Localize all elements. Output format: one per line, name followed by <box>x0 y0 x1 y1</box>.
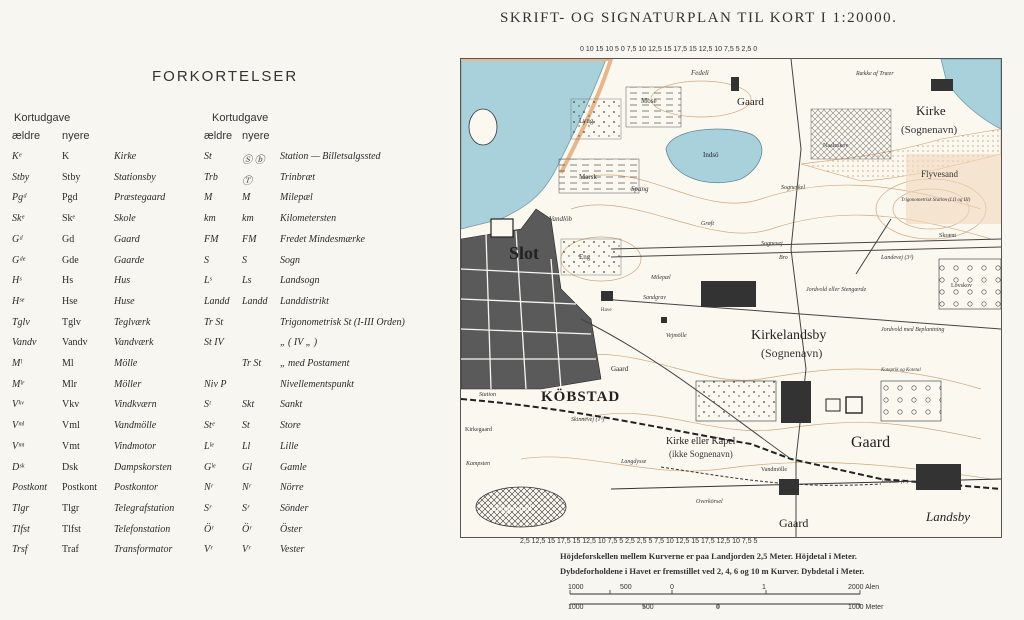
legend-left-r3-c2: Skole <box>114 213 136 225</box>
legend-left-r3-c1: Skᵉ <box>62 213 76 225</box>
legend-right-r4-c2: Fredet Mindesmærke <box>280 233 365 245</box>
footer-line-2: Dybdeforholdene i Havet er fremstillet ved 2, 4, 6 og 10 m Kurver. Dybdetal i Meter. <box>560 566 865 576</box>
legend-right-r5-c2: Sogn <box>280 254 300 266</box>
label-kote: Koteprik og Kotetal <box>881 368 921 373</box>
legend-right-r8-c2: Trigonometrisk St (I-III Orden) <box>280 316 405 328</box>
legend-right-r4-c0: FM <box>204 233 219 245</box>
label-spang: Spang <box>631 185 649 193</box>
scale-top-500: 500 <box>620 584 632 591</box>
col-group-left: Kortudgave <box>14 112 71 124</box>
label-have: Have <box>601 308 612 313</box>
legend-left-r8-c2: Teglværk <box>114 316 151 328</box>
legend-right-r3-c1: km <box>242 213 254 225</box>
legend-left-r17-c1: Tlgr <box>62 502 80 514</box>
label-rakke: Række af Træer <box>856 71 894 77</box>
legend-left-r10-c2: Mölle <box>114 358 138 369</box>
label-kirkegaard: Kirkegaard <box>465 427 492 433</box>
legend-left-r5-c1: Gde <box>62 254 79 266</box>
church-symbol-2 <box>826 399 840 411</box>
legend-right-r2-c2: Milepæl <box>280 192 313 204</box>
legend-right-r13-c2: Store <box>280 420 301 432</box>
legend-right-r19-c2: Vester <box>280 544 305 556</box>
legend-left-r16-c2: Postkontor <box>114 482 158 494</box>
scale-top-1: 1 <box>762 584 766 591</box>
label-sogneskel: Sogneskel <box>781 185 805 191</box>
legend-left-r10-c1: Ml <box>62 358 74 369</box>
label-sognevej: Sognevej <box>761 241 783 247</box>
legend-right-r19-c1: Vʳ <box>242 544 251 556</box>
label-gaard-small: Gaard <box>611 365 629 373</box>
label-eng: Eng <box>579 253 591 261</box>
label-landsby: Landsby <box>926 509 971 524</box>
legend-left-r16-c1: Postkont <box>62 482 98 494</box>
scale-top-1000: 1000 <box>568 584 584 591</box>
church-symbol <box>846 397 862 413</box>
legend-right-r0-c2: Station — Billetsalgssted <box>280 151 381 162</box>
legend-right-r13-c0: Stᵉ <box>204 420 215 432</box>
legend-right-r16-c2: Nörre <box>280 482 304 494</box>
scale-top-0: 0 <box>670 584 674 591</box>
label-bro: Bro <box>779 255 788 261</box>
legend-right-r4-c1: FM <box>242 233 257 245</box>
label-fedeli: Fedeli <box>691 69 709 77</box>
label-trig: Trigonometrisk Station (I.II og III) <box>901 198 971 203</box>
legend-left-r8-c0: Tglv <box>12 316 30 328</box>
label-kobstad: KÖBSTAD <box>541 389 621 405</box>
legend-right-r5-c1: S <box>242 254 247 266</box>
col-new-left: nyere <box>62 130 90 142</box>
legend-left-r9-c2: Vandværk <box>114 337 154 349</box>
legend-right-r5-c0: S <box>204 254 209 266</box>
legend-right-r16-c1: Nʳ <box>242 482 251 494</box>
legend-left-r12-c1: Vkv <box>62 399 80 411</box>
label-milepael: Milepæl <box>651 275 671 281</box>
mose-area <box>626 87 681 127</box>
legend-left-r1-c1: Stby <box>62 171 81 183</box>
legend-right-r12-c1: Skt <box>242 399 255 411</box>
legend-left-r7-c0: Hˢᵉ <box>12 295 24 307</box>
legend-left-r15-c2: Dampskorsten <box>114 461 172 473</box>
sea-water-ne <box>941 59 1001 129</box>
map-sheet <box>460 58 1002 538</box>
town-blocks <box>461 209 601 389</box>
legend-right-r18-c1: Öʳ <box>242 523 252 535</box>
legend-right-r9-c2: „ ( IV „ ) <box>280 337 318 349</box>
label-jordvold2: Jordvold med Beplantning <box>881 327 945 333</box>
legend-left-r13-c0: Vᵐˡ <box>12 420 24 432</box>
legend-left-r14-c0: Vᵐᵗ <box>12 440 24 452</box>
legend-left-r3-c0: Skᵉ <box>12 213 25 225</box>
legend-right-r0-c1: Ⓢ ⓑ <box>242 155 265 166</box>
label-jernbane: Jernbane (1ᵈ) <box>881 480 909 485</box>
legend-left-r17-c0: Tlgr <box>12 502 30 514</box>
legend-right-r14-c0: Lˡᵉ <box>204 440 214 452</box>
scale-bar <box>560 586 880 616</box>
legend-left-r18-c1: Tlfst <box>62 523 81 535</box>
legend-left-r0-c1: K <box>62 151 70 162</box>
label-kirke-top: Kirke <box>916 103 946 118</box>
label-langdysse: Langdysse <box>621 459 647 465</box>
label-indso: Indsö <box>703 151 719 159</box>
legend-left-r2-c0: Pgᵈ <box>12 192 27 204</box>
legend-left-r12-c0: Vᵏᵛ <box>12 399 24 411</box>
legend-left-r1-c2: Stationsby <box>114 171 156 183</box>
legend-left-r7-c2: Huse <box>114 295 135 307</box>
legend-right-r6-c2: Landsogn <box>280 275 320 287</box>
legend-right-r13-c1: St <box>242 420 250 432</box>
scale-bottom-500: 500 <box>642 604 654 611</box>
legend-left-r14-c2: Vindmotor <box>114 440 157 452</box>
legend-left-r9-c1: Vandv <box>62 337 88 349</box>
legend-right-r9-c0: St IV <box>204 337 224 349</box>
label-skrant: Skrænt <box>939 233 957 239</box>
label-mose: Mose <box>641 97 657 105</box>
island <box>469 109 497 145</box>
label-sognenavn-top: (Sognenavn) <box>901 124 958 136</box>
bottom-tick-labels: 2,5 12,5 15 17,5 15 12,5 10 7,5 5 2,5 2,5 5 7,5 10 12,5 15 17,5 12,5 10 7,5 5 <box>520 538 758 545</box>
legend-left-r18-c0: Tlfst <box>12 523 30 535</box>
legend-right-r10-c1: Tr St <box>242 358 262 369</box>
flyvesand-area <box>906 154 1001 224</box>
label-vejmolle: Vejmölle <box>666 333 687 339</box>
label-marsk: Marsk <box>579 173 597 181</box>
castle <box>491 219 513 237</box>
legend-right-r17-c1: Sʳ <box>242 502 250 514</box>
legend-left-r4-c1: Gd <box>62 233 75 245</box>
footer-line-1: Höjdeforskellen mellem Kurverne er paa Landjorden 2,5 Meter. Höjdetal i Meter. <box>560 551 857 561</box>
legend-left-r4-c2: Gaard <box>114 233 140 245</box>
legend-left-r4-c0: Gᵈ <box>12 233 23 245</box>
legend-right-r2-c1: M <box>242 192 251 204</box>
legend-right-r1-c1: Ⓣ <box>242 175 252 187</box>
legend-left-r15-c1: Dsk <box>62 461 79 473</box>
label-lyng: Lyng <box>579 117 594 125</box>
label-lovskov: Lövskov <box>951 283 972 289</box>
label-gaard-top: Gaard <box>737 96 764 108</box>
col-group-right: Kortudgave <box>212 112 269 124</box>
naaleskov-area <box>811 109 891 159</box>
label-vandmolle: Vandmölle <box>761 467 787 473</box>
legend-left-r15-c0: Dˢᵏ <box>12 461 25 473</box>
legend-left-r19-c0: Trsf <box>12 544 28 556</box>
legend-left-r17-c2: Telegrafstation <box>114 502 175 514</box>
legend-left-r13-c2: Vandmölle <box>114 420 157 432</box>
legend-right-r17-c0: Sʳ <box>204 502 212 514</box>
legend-left-r11-c0: Mˡʳ <box>12 378 24 390</box>
legend-right-r18-c0: Öʳ <box>204 523 214 535</box>
map-title: SKRIFT- OG SIGNATURPLAN TIL KORT I 1:20000. <box>500 10 898 26</box>
legend-right-r11-c0: Niv P <box>204 378 227 390</box>
legend-left-r11-c1: Mlr <box>62 378 77 390</box>
label-kampsten: Kampsten <box>466 461 490 467</box>
legend-left-r8-c1: Tglv <box>62 316 81 328</box>
legend-right-r11-c2: Nivellementspunkt <box>280 378 354 390</box>
legend-right-r15-c0: Gˡᵉ <box>204 461 216 473</box>
legend-right-r3-c0: km <box>204 213 216 225</box>
legend-left-r5-c0: Gᵈᵉ <box>12 254 25 266</box>
legend-right-r7-c2: Landdistrikt <box>280 295 329 307</box>
label-jordvold: Jordvold eller Stengærde <box>806 287 867 293</box>
legend-left-r16-c0: Postkont <box>12 482 47 494</box>
legend-right-r12-c2: Sankt <box>280 399 303 411</box>
legend-right-r12-c0: Sᵗ <box>204 399 211 411</box>
legend-left-r6-c1: Hs <box>62 275 74 287</box>
scale-bottom-1000: 1000 <box>568 604 584 611</box>
legend-right-r1-c2: Trinbræt <box>280 171 316 183</box>
top-tick-labels: 0 10 15 10 5 0 7,5 10 12,5 15 17,5 15 12,5 10 7,5 5 2,5 0 <box>580 46 758 53</box>
label-sognenavn: (Sognenavn) <box>761 346 823 360</box>
label-skinnevej: Skinnevej (1ᵈ) <box>571 417 605 423</box>
legend-right-r2-c0: M <box>204 192 213 204</box>
map-drawing <box>461 59 1001 537</box>
legend-left-r7-c1: Hse <box>62 295 78 307</box>
col-old-right: ældre <box>204 130 233 142</box>
label-kirke-kapel: Kirke eller Kapel <box>666 436 736 447</box>
legend-left-r1-c0: Stby <box>12 171 30 183</box>
label-ikke-sognenavn: (ikke Sognenavn) <box>669 449 733 459</box>
label-station: Station <box>479 392 497 398</box>
label-sandgrav: Sandgrav <box>643 295 666 301</box>
label-overkorsel: Overkörsel <box>696 499 723 505</box>
label-klippegrund: Klippegrund <box>491 504 532 513</box>
legend-right-r15-c2: Gamle <box>280 461 307 473</box>
legend-right-r18-c2: Öster <box>280 523 303 535</box>
label-graft: Grøft <box>701 221 715 227</box>
legend-right-r0-c0: St <box>204 151 212 162</box>
legend-left-r18-c2: Telefonstation <box>114 523 171 535</box>
legend-right-r17-c2: Sönder <box>280 502 309 514</box>
scale-bottom-1000m: 1000 Meter <box>848 604 884 611</box>
label-vandlob: Vandlöb <box>549 215 572 223</box>
legend-left-r19-c2: Transformator <box>114 544 173 556</box>
legend-left-r9-c0: Vandv <box>12 337 37 349</box>
legend-left-r6-c0: Hˢ <box>12 275 22 287</box>
scale-top-2000: 2000 Alen <box>848 584 880 591</box>
legend-right-r10-c2: „ med Postament <box>280 358 350 369</box>
legend-left-r5-c2: Gaarde <box>114 254 145 266</box>
scale-bottom-0: 0 <box>716 604 720 611</box>
buildings <box>601 77 961 495</box>
legend-right-r3-c2: Kilometersten <box>280 213 337 225</box>
legend-right-r7-c1: Landd <box>242 295 268 307</box>
legend-left-r11-c2: Möller <box>114 378 142 390</box>
legend-right-r15-c1: Gl <box>242 461 252 473</box>
legend-left-r12-c2: Vindkværn <box>114 399 157 411</box>
legend-right-r7-c0: Landd <box>204 295 230 307</box>
forest-east <box>881 381 941 421</box>
legend-right-r8-c0: Tr St <box>204 316 224 328</box>
legend-left-r0-c2: Kirke <box>114 151 137 162</box>
label-naaleskov: Naaleskov <box>823 143 849 149</box>
legend-left-r10-c0: Mˡ <box>12 358 22 369</box>
legend-right-r14-c2: Lille <box>280 440 299 452</box>
legend-left-r13-c1: Vml <box>62 420 80 432</box>
legend-right-r19-c0: Vʳ <box>204 544 213 556</box>
legend-right-r16-c0: Nʳ <box>204 482 213 494</box>
legend-right-r14-c1: Ll <box>242 440 251 452</box>
label-kirkelandsby: Kirkelandsby <box>751 328 827 343</box>
col-old-left: ældre <box>12 130 41 142</box>
legend-right-r6-c0: Lˢ <box>204 275 212 287</box>
legend-left-r2-c2: Præstegaard <box>114 192 166 204</box>
legend-left-r6-c2: Hus <box>114 275 131 287</box>
label-landevej: Landevej (3ᵈ) <box>881 255 914 261</box>
legend-left-r14-c1: Vmt <box>62 440 80 452</box>
legend-left-r2-c1: Pgd <box>62 192 78 204</box>
label-slot: Slot <box>509 243 540 263</box>
label-flyvesand: Flyvesand <box>921 169 958 179</box>
legend-right-r6-c1: Ls <box>242 275 252 287</box>
legend-left-r0-c0: Kᵉ <box>12 151 22 162</box>
col-new-right: nyere <box>242 130 270 142</box>
field-dots <box>696 381 776 421</box>
label-gaard-bottom: Gaard <box>779 516 809 530</box>
legend-left-r19-c1: Traf <box>62 544 79 556</box>
legend-right-r1-c0: Trb <box>204 171 218 183</box>
label-gaard-right: Gaard <box>851 434 891 451</box>
marsh-area <box>559 159 639 193</box>
legend-title: FORKORTELSER <box>152 68 299 85</box>
